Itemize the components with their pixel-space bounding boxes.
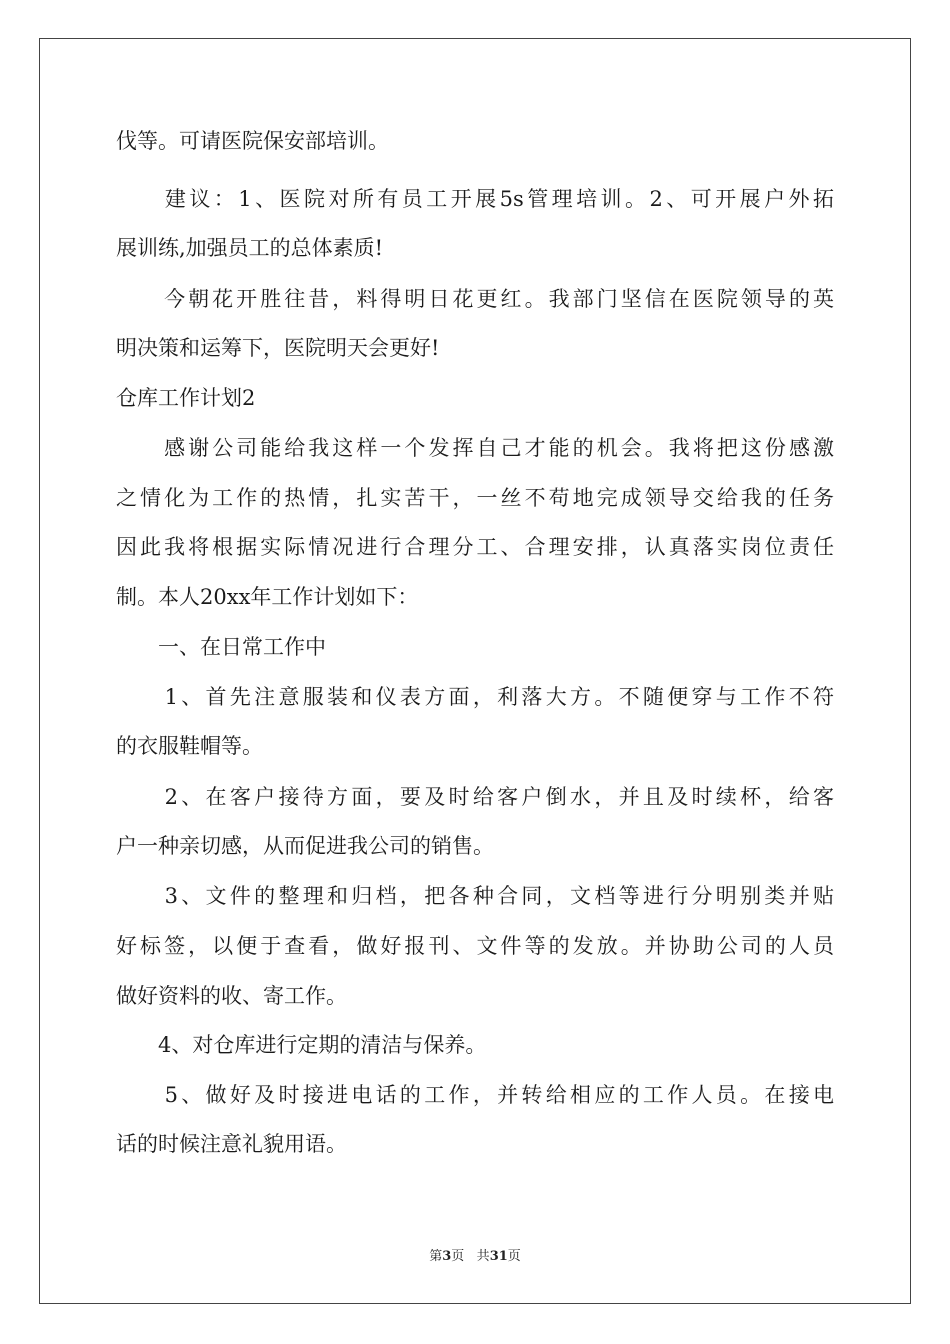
text-line: 话的时候注意礼貌用语。 <box>116 1132 347 1156</box>
text-line: 制。本人20xx年工作计划如下： <box>116 585 419 609</box>
text-line: 伐等。可请医院保安部培训。 <box>116 129 389 153</box>
total-prefix: 共 <box>476 1249 490 1264</box>
text-line: 一、在日常工作中 <box>116 635 326 659</box>
page-prefix: 第 <box>429 1249 443 1264</box>
section-heading: 仓库工作计划2 <box>116 386 256 410</box>
text-line: 户一种亲切感，从而促进我公司的销售。 <box>116 834 494 858</box>
total-unit: 页 <box>507 1249 521 1264</box>
text-line: 2、在客户接待方面，要及时给客户倒水，并且及时续杯，给客 <box>116 785 834 809</box>
text-line: 今朝花开胜往昔，料得明日花更红。我部门坚信在医院领导的英 <box>116 287 834 311</box>
text-line: 建议：1、医院对所有员工开展5s管理培训。2、可开展户外拓 <box>116 187 834 211</box>
page-footer <box>0 1249 950 1265</box>
text-line: 5、做好及时接进电话的工作，并转给相应的工作人员。在接电 <box>116 1083 834 1107</box>
text-line: 4、对仓库进行定期的清洁与保养。 <box>116 1033 487 1057</box>
page-frame <box>39 38 911 1304</box>
page-total: 31 <box>489 1249 508 1264</box>
text-line: 的衣服鞋帽等。 <box>116 734 263 758</box>
page-number: 3 <box>442 1249 452 1264</box>
text-line: 感谢公司能给我这样一个发挥自己才能的机会。我将把这份感激 <box>116 436 834 460</box>
page-unit: 页 <box>451 1249 465 1264</box>
text-line: 之情化为工作的热情，扎实苦干，一丝不苟地完成领导交给我的任务 <box>116 486 834 510</box>
text-line: 1、首先注意服装和仪表方面，利落大方。不随便穿与工作不符 <box>116 685 834 709</box>
text-line: 展训练,加强员工的总体素质! <box>116 236 384 260</box>
text-line: 做好资料的收、寄工作。 <box>116 984 347 1008</box>
text-line: 明决策和运筹下，医院明天会更好! <box>116 336 440 360</box>
text-line: 因此我将根据实际情况进行合理分工、合理安排，认真落实岗位责任 <box>116 535 834 559</box>
text-line: 好标签，以便于查看，做好报刊、文件等的发放。并协助公司的人员 <box>116 934 834 958</box>
text-line: 3、文件的整理和归档，把各种合同，文档等进行分明别类并贴 <box>116 884 834 908</box>
